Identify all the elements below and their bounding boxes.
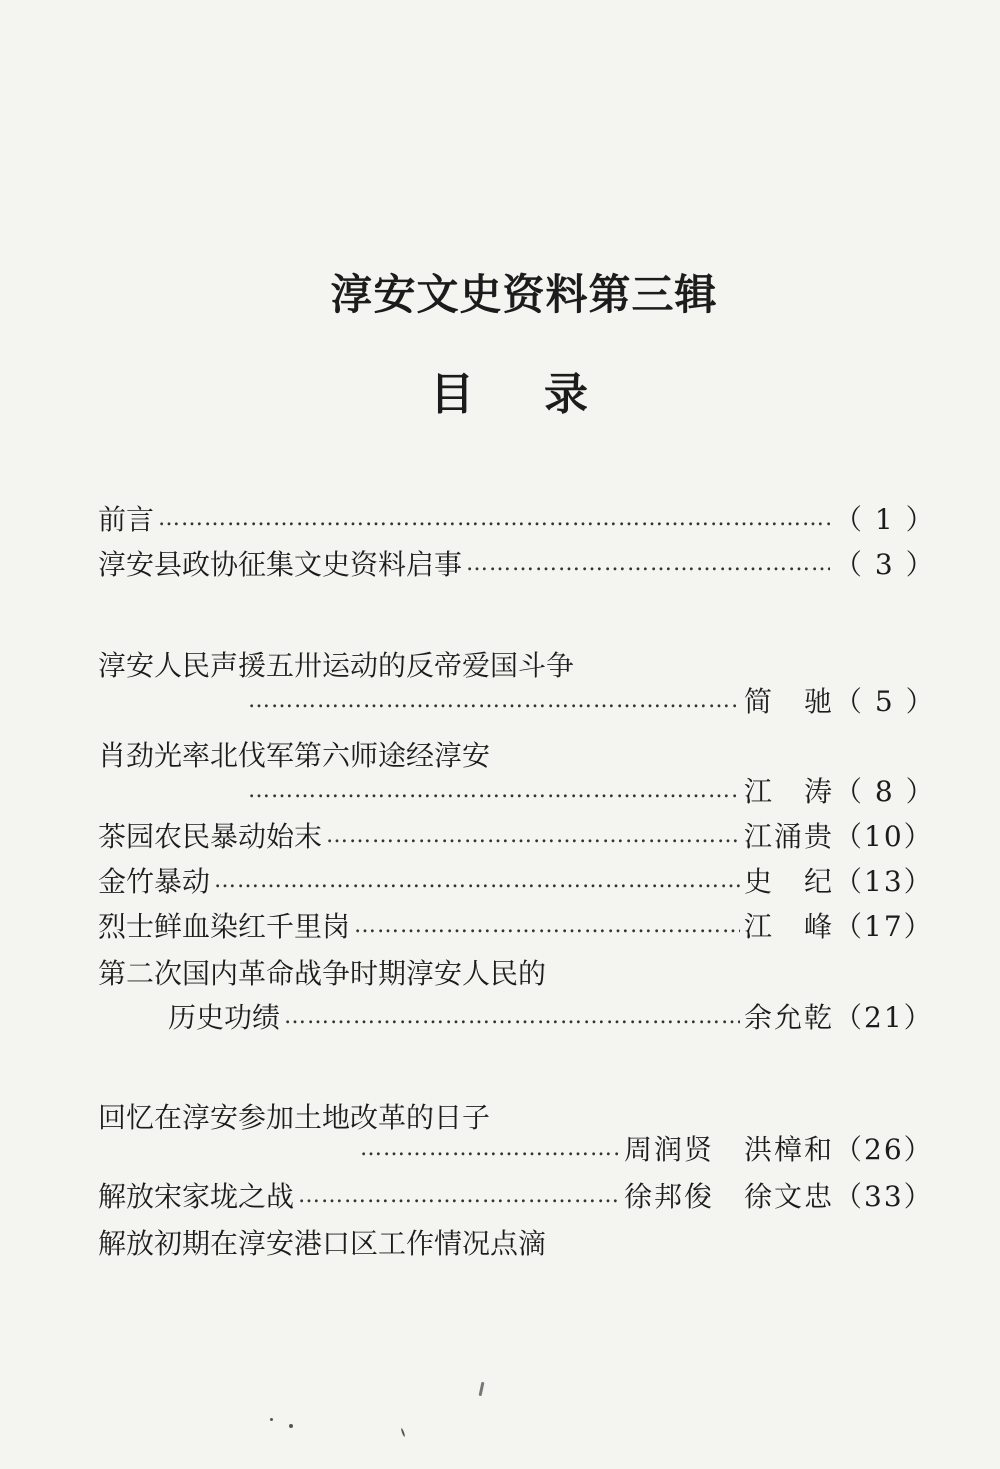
toc-entry-gangkou[interactable]: 解放初期在淳安港口区工作情况点滴 bbox=[98, 1227, 547, 1260]
toc-entry-title: 金竹暴动 bbox=[98, 865, 211, 898]
dot-leader bbox=[248, 688, 740, 713]
scan-speck bbox=[289, 1424, 293, 1428]
toc-entry-page: （ 5 ） bbox=[834, 685, 936, 718]
toc-entry-title-continued: 历史功绩 bbox=[168, 1001, 281, 1034]
toc-entry-page: （33） bbox=[834, 1180, 934, 1213]
toc-entry-title: 解放宋家垅之战 bbox=[98, 1180, 295, 1213]
toc-entry-page: （17） bbox=[834, 910, 934, 943]
dot-leader bbox=[284, 1004, 740, 1029]
dot-leader bbox=[466, 551, 830, 576]
toc-entry-author: 史 纪 bbox=[743, 865, 834, 898]
toc-entry-author: 简 驰 bbox=[743, 685, 834, 718]
toc-entry-author: 江涌贵 bbox=[743, 820, 834, 853]
toc-entry-land-reform[interactable] bbox=[98, 1126, 934, 1170]
dot-leader bbox=[298, 1183, 620, 1208]
toc-entry-notice[interactable] bbox=[98, 541, 936, 585]
toc-entry-title: 烈士鲜血染红千里岗 bbox=[98, 910, 351, 943]
toc-entry-title: 淳安县政协征集文史资料启事 bbox=[98, 548, 463, 581]
toc-entry-page: （13） bbox=[834, 865, 934, 898]
scan-speck bbox=[479, 1382, 485, 1396]
toc-entry-page: （26） bbox=[834, 1133, 934, 1166]
toc-entry-page: （10） bbox=[834, 820, 934, 853]
dot-leader bbox=[248, 778, 740, 803]
toc-entry-page: （21） bbox=[834, 1001, 934, 1034]
dot-leader bbox=[326, 823, 740, 848]
toc-entry-title[interactable]: 淳安人民声援五卅运动的反帝爱国斗争 bbox=[98, 649, 575, 682]
toc-entry-page: （ 3 ） bbox=[834, 548, 936, 581]
toc-entry-may30[interactable] bbox=[98, 678, 936, 722]
toc-entry-page: （ 8 ） bbox=[834, 775, 936, 808]
toc-entry-title: 茶园农民暴动始末 bbox=[98, 820, 323, 853]
toc-entry-second-revolution[interactable] bbox=[98, 994, 934, 1038]
toc-entry-author: 江 涛 bbox=[743, 775, 834, 808]
toc-heading: 目录 bbox=[430, 369, 658, 420]
toc-entry-northern-expedition[interactable] bbox=[98, 768, 936, 812]
toc-entry-preface[interactable] bbox=[98, 496, 936, 540]
dot-leader bbox=[158, 506, 830, 531]
book-title: 淳安文史资料第三辑 bbox=[330, 270, 718, 319]
dot-leader bbox=[360, 1136, 620, 1161]
toc-entry-title[interactable]: 肖劲光率北伐军第六师途经淳安 bbox=[98, 739, 491, 772]
toc-entry-martyrs[interactable] bbox=[98, 903, 934, 947]
toc-entry-songjialong[interactable] bbox=[98, 1173, 934, 1217]
toc-entry-title: 前言 bbox=[98, 503, 155, 536]
dot-leader bbox=[214, 868, 740, 893]
toc-entry-title[interactable]: 回忆在淳安参加土地改革的日子 bbox=[98, 1101, 491, 1134]
toc-entry-author: 江 峰 bbox=[743, 910, 834, 943]
toc-entry-author: 徐邦俊 徐文忠 bbox=[623, 1180, 834, 1213]
toc-entry-title[interactable]: 第二次国内革命战争时期淳安人民的 bbox=[98, 957, 547, 990]
dot-leader bbox=[354, 913, 740, 938]
toc-entry-author: 周润贤 洪樟和 bbox=[623, 1133, 834, 1166]
toc-entry-page: （ 1 ） bbox=[834, 503, 936, 536]
scan-speck bbox=[401, 1428, 406, 1437]
toc-entry-author: 余允乾 bbox=[743, 1001, 834, 1034]
toc-entry-jinzhu-uprising[interactable] bbox=[98, 858, 934, 902]
toc-entry-chayuan-uprising[interactable] bbox=[98, 813, 934, 857]
scan-speck bbox=[270, 1418, 273, 1421]
